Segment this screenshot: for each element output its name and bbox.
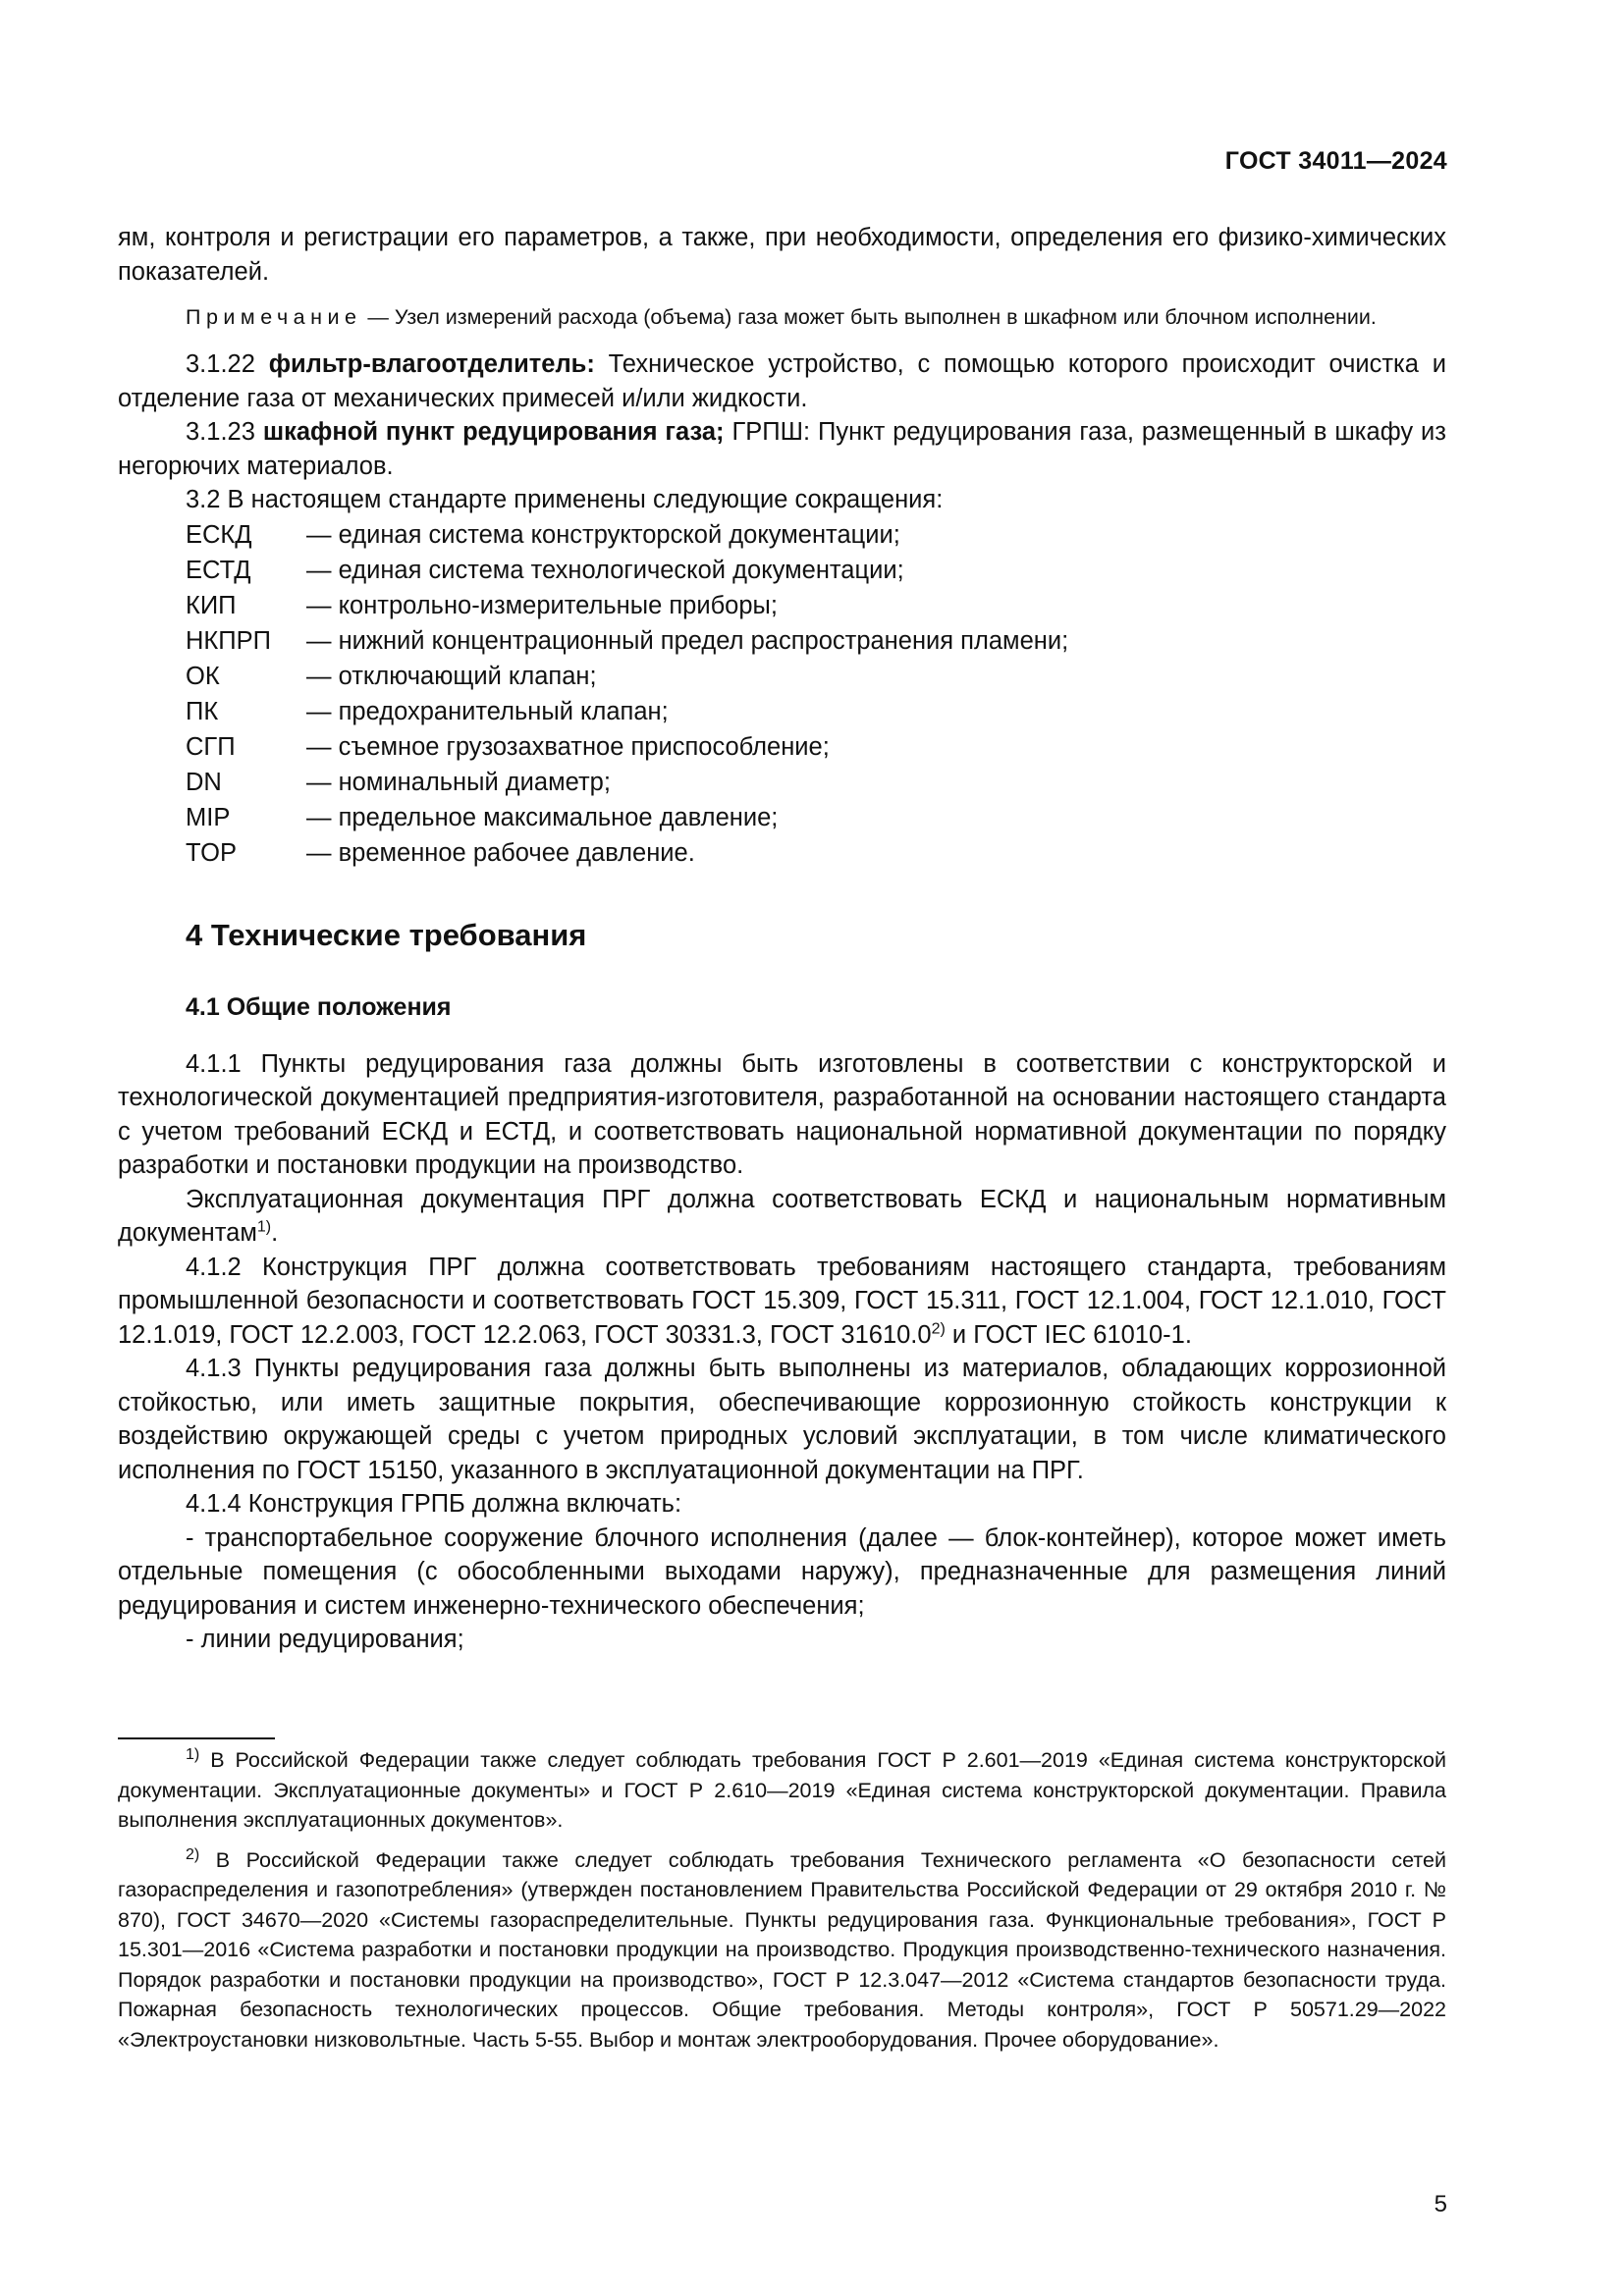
footnote-mark: 1) bbox=[186, 1745, 200, 1763]
abbreviation-definition: — контрольно-измерительные приборы; bbox=[306, 591, 778, 619]
footnote-ref-1[interactable]: 1) bbox=[256, 1218, 272, 1236]
abbreviation-code: ОК bbox=[186, 662, 220, 690]
definition-term: шкафной пункт редуцирования газа; bbox=[262, 418, 725, 446]
clause-4-1-4-item-2: - линии редуцирования; bbox=[186, 1626, 464, 1653]
abbreviation-code: ПК bbox=[186, 697, 219, 725]
abbreviation-definition: — предохранительный клапан; bbox=[306, 697, 669, 725]
clause-4-1-2-text: 4.1.2 Конструкция ПРГ должна соответствовать требованиям настоящего стандарта, требованиям промышленной безопасности и соответствовать ГОСТ 15.309, ГОСТ 15.311, ГОСТ 12.1.004, ГОСТ 12.1.010, ГОСТ 12.1.019, ГОСТ 12.2.003, ГОСТ 12.2.063, ГОСТ 30331.3, ГОСТ 31610.0 bbox=[118, 1253, 1446, 1349]
abbreviation-definition: — номинальный диаметр; bbox=[306, 768, 611, 796]
exploitation-docs-text: Эксплуатационная документация ПРГ должна соответствовать ЕСКД и национальным нормативным документам bbox=[118, 1185, 1446, 1247]
abbreviations-list bbox=[118, 517, 1446, 871]
page-number: 5 bbox=[1434, 2191, 1447, 2217]
clause-4-1-4-item-1: - транспортабельное сооружение блочного исполнения (далее — блок-контейнер), которое может иметь отдельные помещения (с обособленными выходами наружу), предназначенные для размещения линий редуцирования и систем инженерно-технического обеспечения; bbox=[118, 1523, 1446, 1620]
footnote-separator bbox=[118, 1737, 275, 1739]
abbreviation-item bbox=[118, 659, 1446, 694]
abbreviation-code: НКПРП bbox=[186, 626, 271, 655]
abbreviation-code: КИП bbox=[186, 591, 237, 619]
abbreviation-code: ЕСКД bbox=[186, 520, 252, 549]
abbreviation-definition: — единая система конструкторской документации; bbox=[306, 520, 900, 549]
abbreviation-item bbox=[118, 765, 1446, 800]
abbreviation-item bbox=[118, 517, 1446, 553]
footnote-1 bbox=[118, 1745, 1446, 1836]
footnote-ref-2[interactable]: 2) bbox=[931, 1320, 946, 1337]
clause-4-1-1: 4.1.1 Пункты редуцирования газа должны быть изготовлены в соответствии с конструкторской и технологической документацией предприятия-изготовителя, разработанной на основании настоящего стандарта с учетом требований ЕСКД и ЕСТД, и соответствовать национальной нормативной документации по порядку разработки и постановки продукции на производство. bbox=[118, 1049, 1446, 1179]
abbreviation-code: TOP bbox=[186, 838, 237, 867]
continuation-paragraph: ям, контроля и регистрации его параметров, а также, при необходимости, определения его физико-химических показателей. bbox=[118, 224, 1446, 286]
abbreviation-definition: — отключающий клапан; bbox=[306, 662, 597, 690]
abbreviation-definition: — предельное максимальное давление; bbox=[306, 803, 779, 831]
footnote-text: В Российской Федерации также следует соблюдать требования Технического регламента «О безопасности сетей газораспределения и газопотребления» (утвержден постановлением Правительства Российской Федерации от 29 октября 2010 г. № 870), ГОСТ 34670—2020 «Системы газораспределительные. Пункты редуцирования газа. Функциональные требования», ГОСТ Р 15.301—2016 «Система разработки и постановки продукции на производство. Продукция производственно-технического назначения. Порядок разработки и постановки продукции на производство», ГОСТ Р 12.3.047—2012 «Система стандартов безопасности труда. Пожарная безопасность технологических процессов. Общие требования. Методы контроля», ГОСТ Р 50571.29—2022 «Электроустановки низковольтные. Часть 5-55. Выбор и монтаж электрооборудования. Прочее оборудование». bbox=[118, 1847, 1446, 2052]
definition-text: ГРПШ: Пункт редуцирования газа, размещенный в шкафу из негорючих материалов. bbox=[118, 418, 1446, 480]
abbreviation-code: ЕСТД bbox=[186, 556, 251, 584]
standard-code-header: ГОСТ 34011—2024 bbox=[1224, 147, 1447, 175]
definition-text: Техническое устройство, с помощью которого происходит очистка и отделение газа от механических примесей и/или жидкости. bbox=[118, 350, 1446, 412]
definition-3-1-23 bbox=[118, 415, 1446, 483]
clause-4-1-4: 4.1.4 Конструкция ГРПБ должна включать: bbox=[186, 1490, 682, 1518]
exploitation-docs-paragraph bbox=[118, 1183, 1446, 1251]
clause-4-1-2-end: и ГОСТ IEC 61010-1. bbox=[945, 1320, 1192, 1349]
abbreviation-item bbox=[118, 588, 1446, 623]
abbreviation-item bbox=[118, 800, 1446, 835]
section-4-heading: 4 Технические требования bbox=[186, 917, 587, 952]
main-content bbox=[118, 221, 1446, 1657]
definition-number: 3.1.23 bbox=[186, 418, 263, 446]
abbreviation-item bbox=[118, 694, 1446, 729]
abbreviation-definition: — съемное грузозахватное приспособление; bbox=[306, 732, 830, 761]
note-paragraph bbox=[118, 302, 1446, 332]
abbreviation-item bbox=[118, 729, 1446, 765]
abbreviations-intro: 3.2 В настоящем стандарте применены следующие сокращения: bbox=[186, 486, 944, 513]
definition-number: 3.1.22 bbox=[186, 350, 269, 378]
abbreviation-item bbox=[118, 553, 1446, 588]
note-text: — Узел измерений расхода (объема) газа может быть выполнен в шкафном или блочном исполнении. bbox=[361, 305, 1377, 329]
definition-3-1-22 bbox=[118, 347, 1446, 415]
abbreviation-item bbox=[118, 623, 1446, 659]
definition-term: фильтр-влагоотделитель: bbox=[268, 350, 595, 378]
exploitation-docs-end: . bbox=[271, 1219, 279, 1247]
abbreviation-definition: — единая система технологической документации; bbox=[306, 556, 904, 584]
abbreviation-code: СГП bbox=[186, 732, 236, 761]
abbreviation-code: DN bbox=[186, 768, 222, 796]
abbreviation-definition: — временное рабочее давление. bbox=[306, 838, 695, 867]
note-label: Примечание bbox=[186, 305, 362, 329]
footnote-mark: 2) bbox=[186, 1845, 200, 1863]
clause-4-1-3: 4.1.3 Пункты редуцирования газа должны быть выполнены из материалов, обладающих коррозионной стойкостью, или иметь защитные покрытия, обеспечивающие коррозионную стойкость конструкции к воздействию окружающей среды с учетом природных условий эксплуатации, в том числе климатического исполнения по ГОСТ 15150, указанного в эксплуатационной документации на ПРГ. bbox=[118, 1355, 1446, 1484]
footnote-text: В Российской Федерации также следует соблюдать требования ГОСТ Р 2.601—2019 «Единая система конструкторской документации. Эксплуатационные документы» и ГОСТ Р 2.610—2019 «Единая система конструкторской документации. Правила выполнения эксплуатационных документов». bbox=[118, 1748, 1446, 1832]
abbreviation-code: MIP bbox=[186, 803, 231, 831]
clause-4-1-2 bbox=[118, 1251, 1446, 1353]
footnote-2 bbox=[118, 1845, 1446, 2056]
subsection-4-1-heading: 4.1 Общие положения bbox=[186, 992, 452, 1021]
abbreviation-item bbox=[118, 835, 1446, 871]
abbreviation-definition: — нижний концентрационный предел распространения пламени; bbox=[306, 626, 1069, 655]
footnotes-block bbox=[118, 1745, 1446, 2064]
